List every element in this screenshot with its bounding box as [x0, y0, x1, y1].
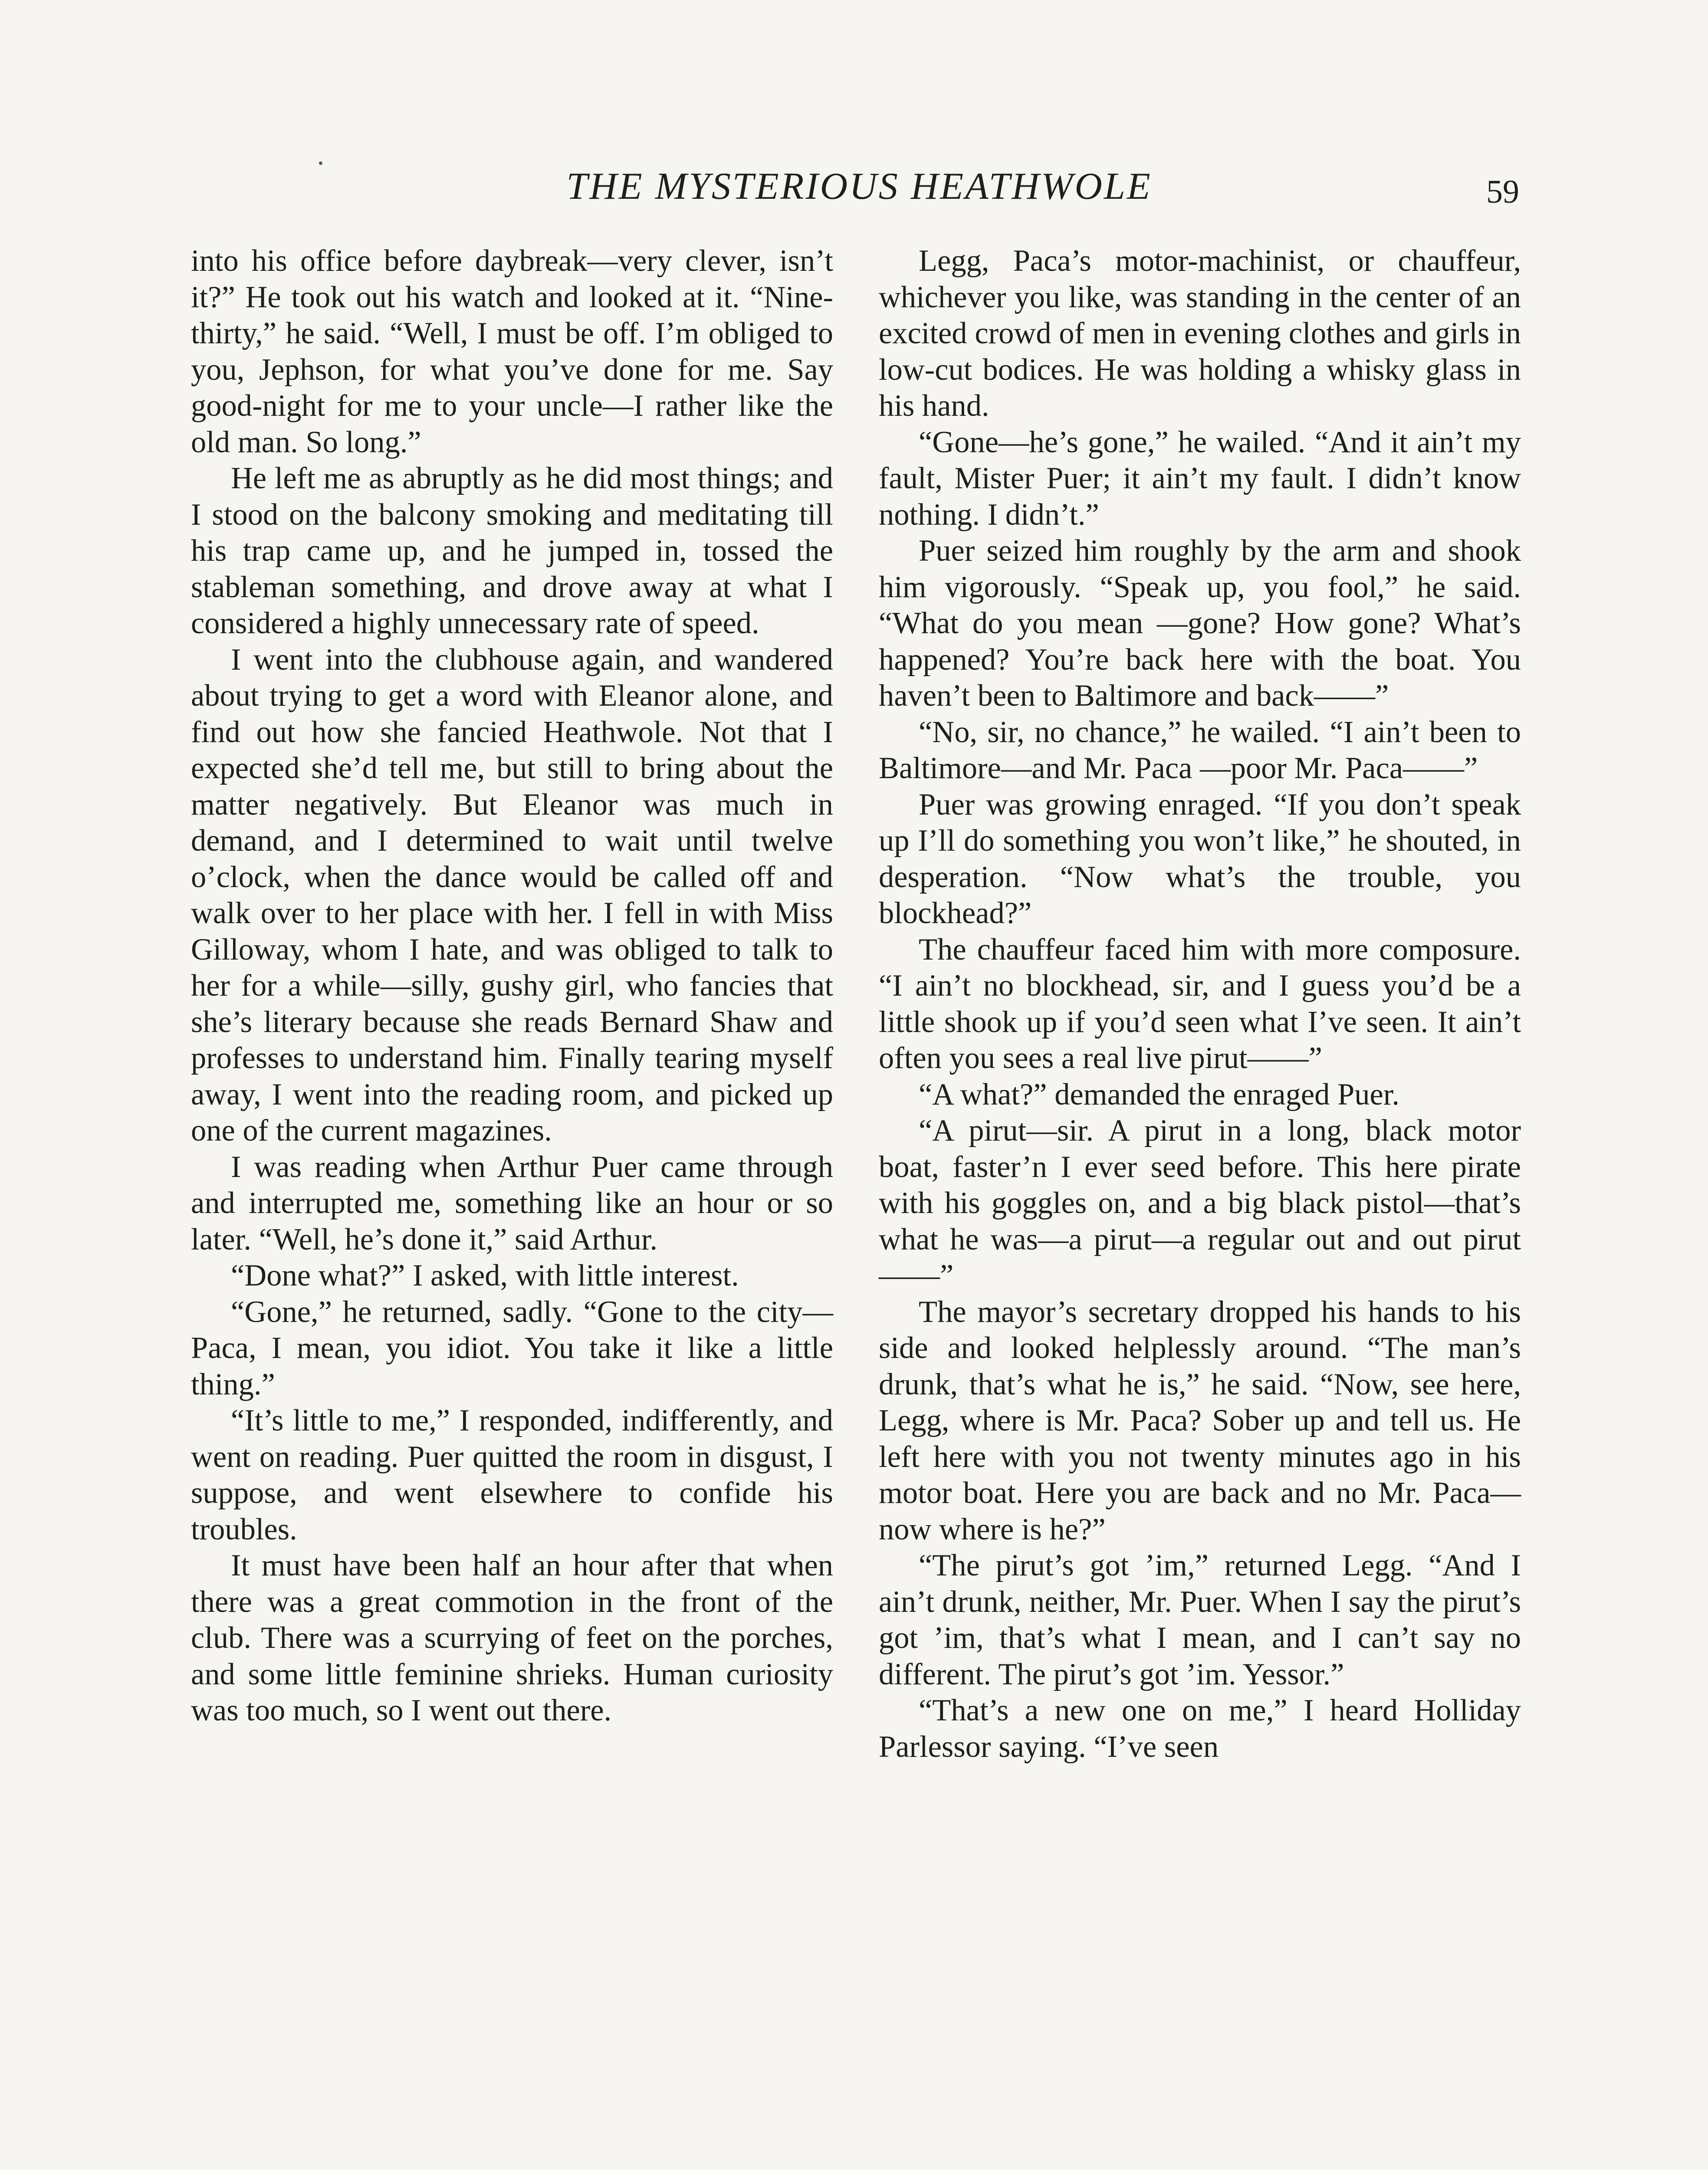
paragraph: It must have been half an hour after that when there was a great commotion in the front of the club. There was a scurrying of feet on the porches, and some little feminine shrieks. Human curiosity was too much, so I went out there.	[191, 1549, 833, 1727]
paragraph: Puer seized him roughly by the arm and shook him vigorously. “Speak up, you fool,” he said. “What do you mean —gone? How gone? What’s happened? You’re back here with the boat. You haven’t been to Baltimore and back——”	[879, 534, 1521, 713]
paragraph: “A pirut—sir. A pirut in a long, black motor boat, faster’n I ever seed before. This here pirate with his goggles on, and a big black pistol—that’s what he was—a pirut—a regular out and out pirut——”	[879, 1114, 1521, 1292]
paragraph: “Gone,” he returned, sadly. “Gone to the city—Paca, I mean, you idiot. You take it like a little thing.”	[191, 1295, 833, 1401]
running-title: THE MYSTERIOUS HEATHWOLE	[566, 165, 1152, 207]
paragraph: The mayor’s secretary dropped his hands to his side and looked helplessly around. “The man’s drunk, that’s what he is,” he said. “Now, see here, Legg, where is Mr. Paca? Sober up and tell us. He left here with you not twenty minutes ago in his motor boat. Here you are back and no Mr. Paca—now where is he?”	[879, 1295, 1521, 1546]
paragraph: “Done what?” I asked, with little interest.	[231, 1259, 739, 1292]
paragraph: “That’s a new one on me,” I heard Holliday Parlessor saying. “I’ve seen	[879, 1693, 1521, 1764]
paragraph: “The pirut’s got ’im,” returned Legg. “And I ain’t drunk, neither, Mr. Puer. When I say the pirut’s got ’im, that’s what I mean, and I can’t say no different. The pirut’s got ’im. Yessor.”	[879, 1549, 1521, 1691]
paragraph: “A what?” demanded the enraged Puer.	[919, 1077, 1399, 1111]
ink-speck	[319, 161, 322, 165]
paragraph: “Gone—he’s gone,” he wailed. “And it ain’t my fault, Mister Puer; it ain’t my fault. I didn’t know nothing. I didn’t.”	[879, 425, 1521, 532]
left-column	[191, 243, 833, 1729]
page-number: 59	[1486, 174, 1519, 210]
paragraph: into his office before daybreak—very clever, isn’t it?” He took out his watch and looked at it. “Nine-thirty,” he said. “Well, I must be off. I’m obliged to you, Jephson, for what you’ve done for me. Say good-night for me to your uncle—I rather like the old man. So long.”	[191, 244, 833, 459]
page-header	[0, 161, 1708, 213]
paragraph: I was reading when Arthur Puer came through and interrupted me, something like an hour or so later. “Well, he’s done it,” said Arthur.	[191, 1150, 833, 1256]
paragraph: He left me as abruptly as he did most things; and I stood on the balcony smoking and meditating till his trap came up, and he jumped in, tossed the stableman something, and drove away at what I considered a highly unnecessary rate of speed.	[191, 461, 833, 640]
paragraph: The chauffeur faced him with more composure. “I ain’t no blockhead, sir, and I guess you’d be a little shook up if you’d seen what I’ve seen. It ain’t often you sees a real live pirut——”	[879, 932, 1521, 1075]
paragraph: I went into the clubhouse again, and wandered about trying to get a word with Eleanor alone, and find out how she fancied Heathwole. Not that I expected she’d tell me, but still to bring about the matter negatively. But Eleanor was much in demand, and I determined to wait until twelve o’clock, when the dance would be called off and walk over to her place with her. I fell in with Miss Gilloway, whom I hate, and was obliged to talk to her for a while—silly, gushy girl, who fancies that she’s literary because she reads Bernard Shaw and professes to understand him. Finally tearing myself away, I went into the reading room, and picked up one of the current magazines.	[191, 642, 833, 1147]
paragraph: “No, sir, no chance,” he wailed. “I ain’t been to Baltimore—and Mr. Paca —poor Mr. Paca——”	[879, 715, 1521, 785]
paragraph: Puer was growing enraged. “If you don’t speak up I’ll do something you won’t like,” he shouted, in desperation. “Now what’s the trouble, you blockhead?”	[879, 787, 1521, 930]
right-column	[879, 243, 1521, 1765]
paragraph: Legg, Paca’s motor-machinist, or chauffeur, whichever you like, was standing in the center of an excited crowd of men in evening clothes and girls in low-cut bodices. He was holding a whisky glass in his hand.	[879, 244, 1521, 423]
paragraph: “It’s little to me,” I responded, indifferently, and went on reading. Puer quitted the room in disgust, I suppose, and went elsewhere to confide his troubles.	[191, 1404, 833, 1546]
